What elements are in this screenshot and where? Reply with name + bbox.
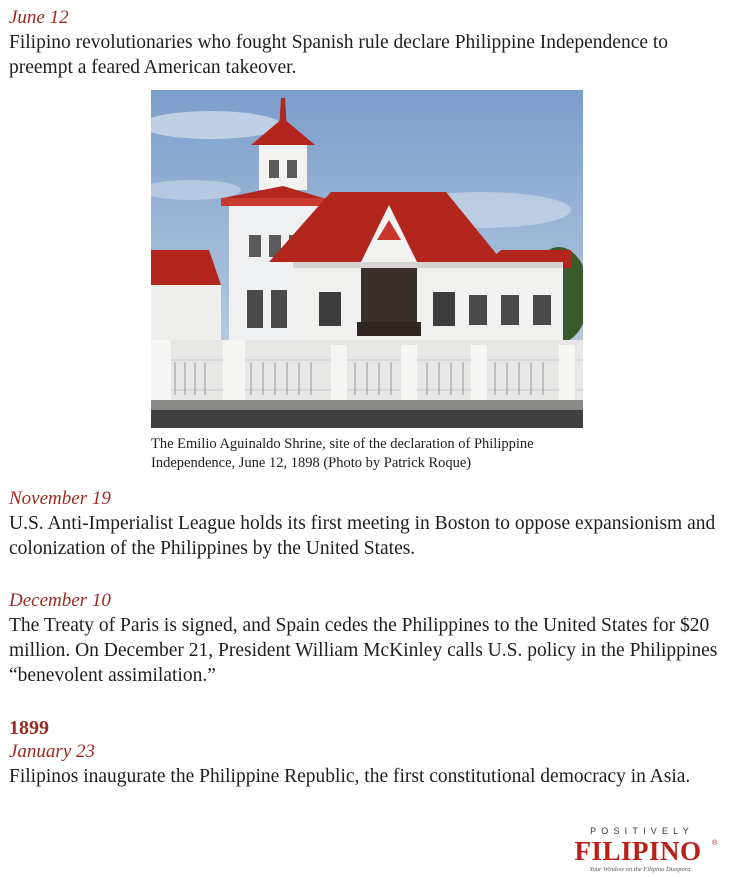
entry-year: 1899 bbox=[9, 717, 49, 739]
entry-text: Filipinos inaugurate the Philippine Republic, the first constitutional democracy in Asia. bbox=[9, 766, 691, 787]
timeline-entry-december-10 bbox=[9, 589, 739, 688]
entry-date: June 12 bbox=[9, 7, 69, 28]
logo-registered-mark: ® bbox=[712, 840, 718, 847]
aguinaldo-shrine-photo bbox=[151, 90, 583, 428]
entry-date: November 19 bbox=[9, 488, 111, 509]
positively-filipino-logo bbox=[560, 826, 720, 874]
entry-text: Filipino revolutionaries who fought Spanish rule declare Philippine Independence to preempt a feared American takeover. bbox=[9, 32, 669, 78]
logo-tagline: Your Window on the Filipino Diaspora bbox=[589, 866, 691, 873]
photo-caption: The Emilio Aguinaldo Shrine, site of the declaration of Philippine Independence, June 12, 1898 (Photo by Patrick Roque) bbox=[151, 436, 534, 471]
logo-positively: POSITIVELY bbox=[590, 826, 694, 836]
entry-date: January 23 bbox=[9, 741, 96, 762]
timeline-entry-june-12 bbox=[9, 6, 739, 80]
entry-text: The Treaty of Paris is signed, and Spain cedes the Philippines to the United States for $20 million. On December 21, President William McKinley calls U.S. policy in the Philippines “benevolent assimilation.” bbox=[9, 615, 718, 686]
timeline-entry-january-23 bbox=[9, 716, 739, 789]
entry-text: U.S. Anti-Imperialist League holds its first meeting in Boston to oppose expansionism and colonization of the Philippines by the United States. bbox=[9, 513, 716, 559]
logo-brand: FILIPINO bbox=[574, 836, 702, 866]
entry-date: December 10 bbox=[9, 590, 111, 611]
timeline-entry-november-19 bbox=[9, 487, 739, 561]
